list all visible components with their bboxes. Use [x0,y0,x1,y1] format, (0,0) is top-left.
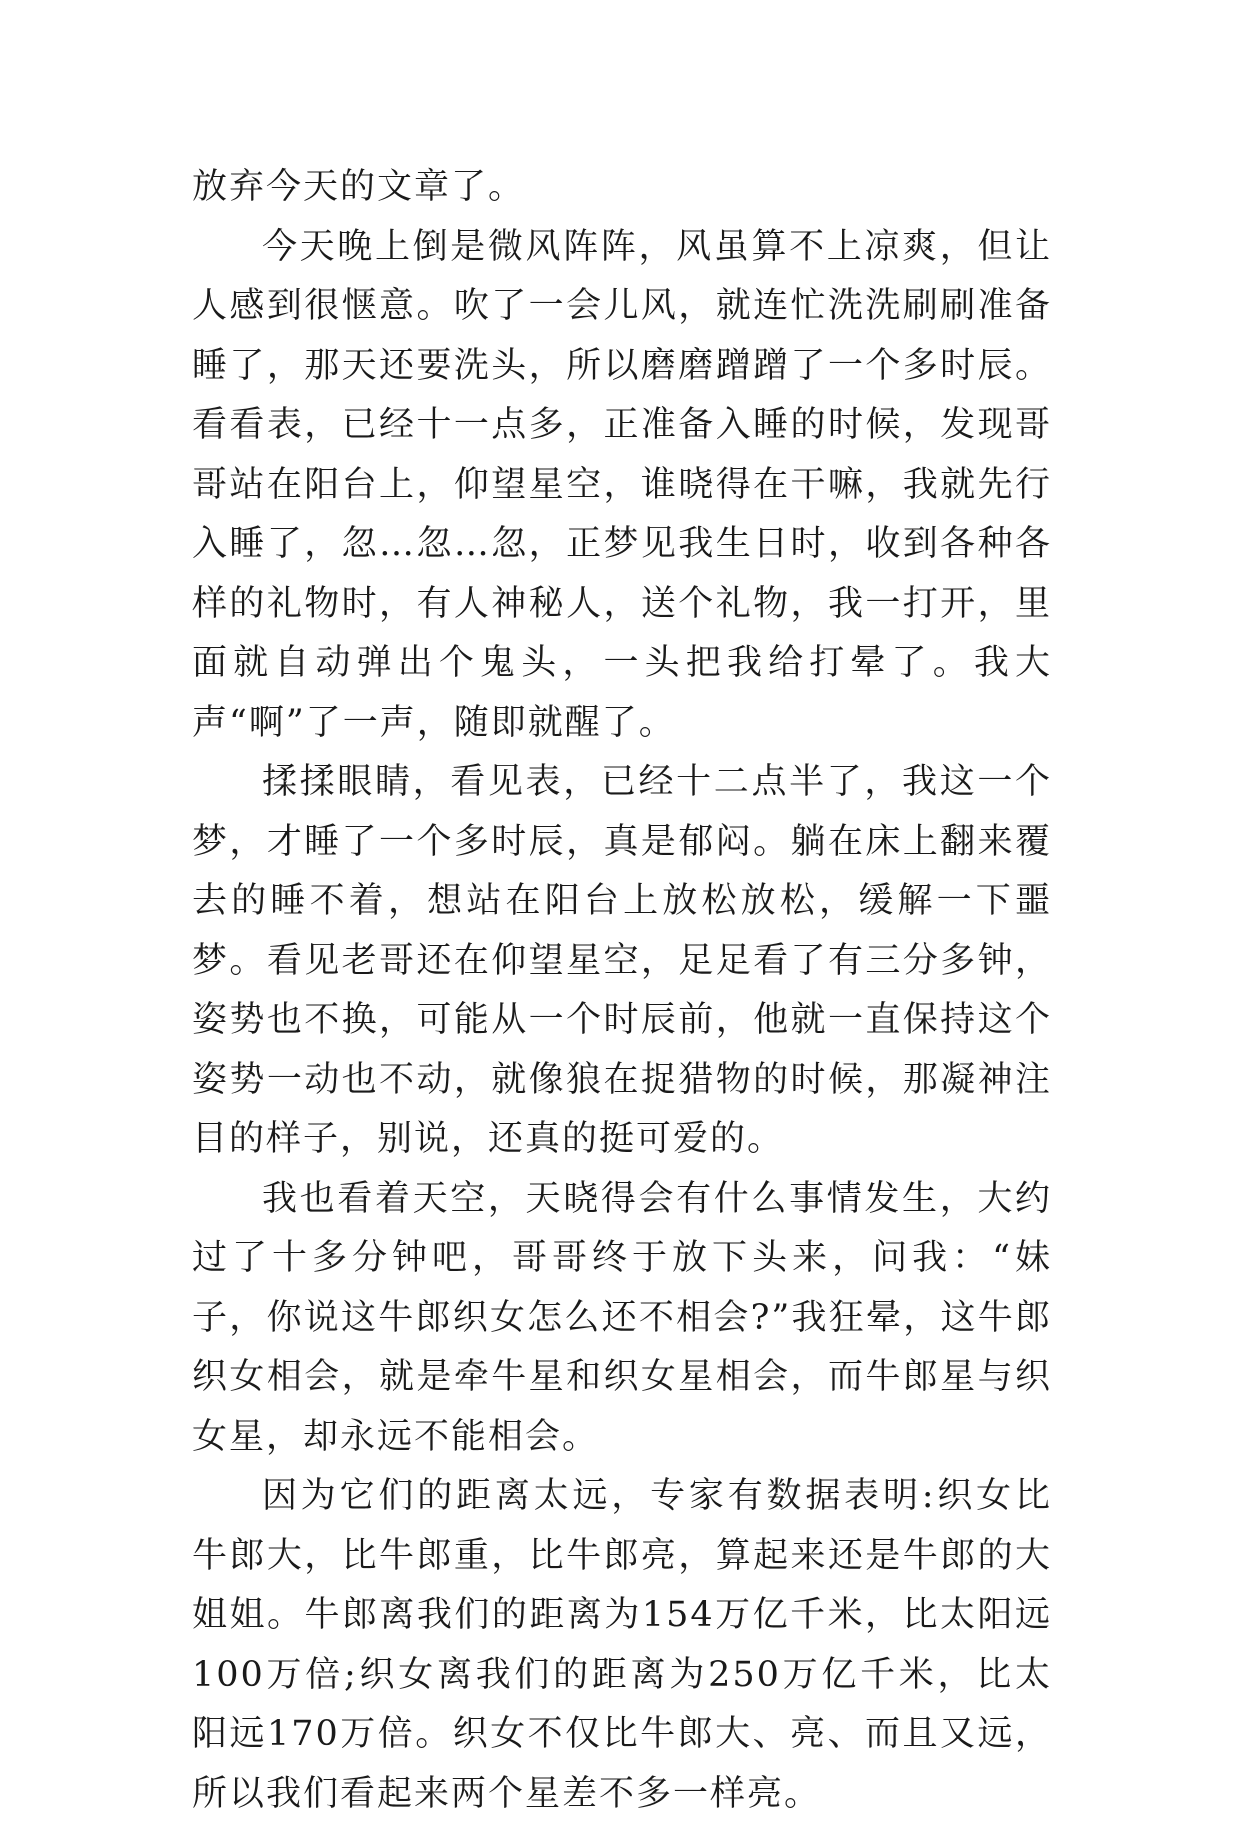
paragraph-3: 揉揉眼睛，看见表，已经十二点半了，我这一个梦，才睡了一个多时辰，真是郁闷。躺在床上翻来覆去的睡不着，想站在阳台上放松放松，缓解一下噩梦。看见老哥还在仰望星空，足足看了有三分多钟，姿势也不换，可能从一个时辰前，他就一直保持这个姿势一动也不动，就像狼在捉猎物的时候，那凝神注目的样子，别说，还真的挺可爱的。 [192,762,1052,1159]
document-body [192,158,1052,1824]
paragraph-1: 放弃今天的文章了。 [192,167,526,207]
paragraph-5: 因为它们的距离太远，专家有数据表明:织女比牛郎大，比牛郎重，比牛郎亮，算起来还是牛郎的大姐姐。牛郎离我们的距离为154万亿千米，比太阳远100万倍;织女离我们的距离为250万亿千米，比太阳远170万倍。织女不仅比牛郎大、亮、而且又远，所以我们看起来两个星差不多一样亮。 [192,1476,1052,1814]
paragraph-4: 我也看着天空，天晓得会有什么事情发生，大约过了十多分钟吧，哥哥终于放下头来，问我：“妹子，你说这牛郎织女怎么还不相会?”我狂晕，这牛郎织女相会，就是牵牛星和织女星相会，而牛郎星与织女星，却永远不能相会。 [192,1178,1052,1457]
paragraph-2: 今天晚上倒是微风阵阵，风虽算不上凉爽，但让人感到很惬意。吹了一会儿风，就连忙洗洗刷刷准备睡了，那天还要洗头，所以磨磨蹭蹭了一个多时辰。看看表，已经十一点多，正准备入睡的时候，发现哥哥站在阳台上，仰望星空，谁晓得在干嘛，我就先行入睡了，忽…忽…忽，正梦见我生日时，收到各种各样的礼物时，有人神秘人，送个礼物，我一打开，里面就自动弹出个鬼头，一头把我给打晕了。我大声“啊”了一声，随即就醒了。 [192,226,1052,743]
